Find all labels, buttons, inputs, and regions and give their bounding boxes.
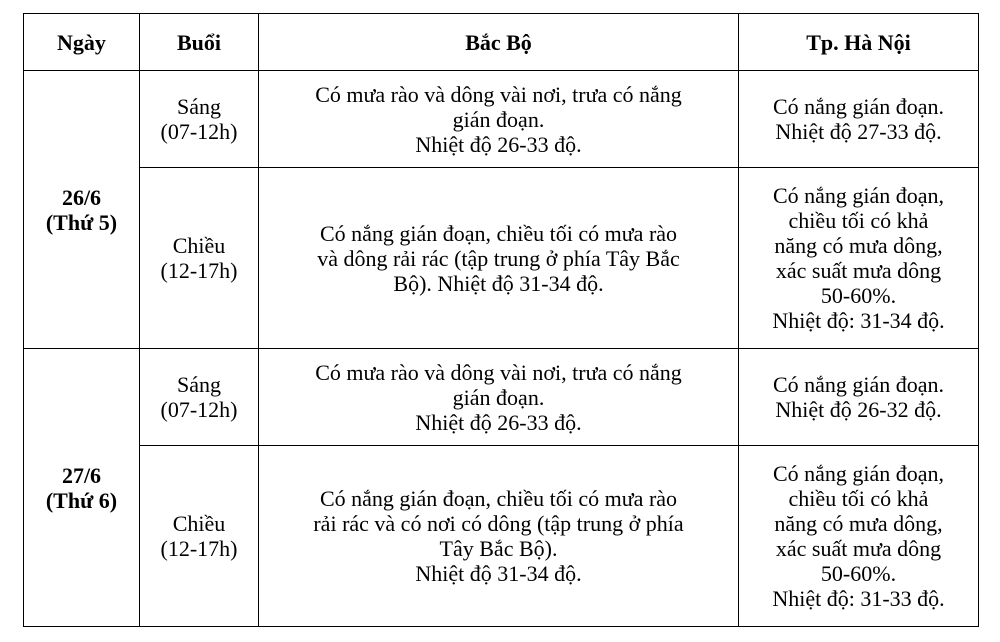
ha-noi-forecast [739,168,979,349]
session-hours: (07-12h) [160,397,238,422]
forecast-line: Có nắng gián đoạn. [772,94,945,119]
forecast-line: Có nắng gián đoạn, chiều tối có mưa rào [319,220,678,246]
session-hours: (12-17h) [160,258,238,283]
forecast-line: Có nắng gián đoạn, [772,461,945,486]
forecast-line: Bộ). Nhiệt độ 31-34 độ. [393,270,604,296]
header-bac-bo: Bắc Bộ [259,14,739,71]
day-date: 27/6 [61,462,102,488]
forecast-line: xác suất mưa dông [775,258,942,283]
forecast-line: chiều tối có khả [788,486,929,511]
table-row [24,446,979,627]
forecast-line: 50-60%. [820,283,897,308]
forecast-line: xác suất mưa dông [775,536,942,561]
forecast-line: năng có mưa dông, [774,511,943,536]
forecast-line: gián đoạn. [452,106,545,132]
forecast-line: và dông rải rác (tập trung ở phía Tây Bắc [317,245,680,271]
forecast-line: 50-60%. [820,561,897,586]
ha-noi-forecast [739,349,979,446]
day-cell [24,71,140,349]
forecast-line: Nhiệt độ 27-33 độ. [775,119,942,144]
session-hours: (07-12h) [160,119,238,144]
forecast-line: Có mưa rào và dông vài nơi, trưa có nắng [315,359,682,385]
session-name: Sáng [177,94,221,119]
bac-bo-forecast [259,446,739,627]
session-cell [140,349,259,446]
forecast-line: Nhiệt độ 26-32 độ. [775,397,942,422]
ha-noi-forecast [739,446,979,627]
forecast-line: Có mưa rào và dông vài nơi, trưa có nắng [315,81,682,107]
day-cell [24,349,140,627]
table-row [24,71,979,168]
ha-noi-forecast [739,71,979,168]
forecast-line: Nhiệt độ 31-34 độ. [415,561,582,586]
session-name: Chiều [172,233,226,258]
day-weekday: (Thứ 5) [45,209,118,235]
session-name: Sáng [177,372,221,397]
header-row [24,14,979,71]
day-date: 26/6 [61,184,102,210]
header-session: Buổi [140,14,259,71]
forecast-line: Có nắng gián đoạn, chiều tối có mưa rào [319,486,678,511]
weather-forecast-table [23,13,979,627]
forecast-line: năng có mưa dông, [774,233,943,258]
forecast-line: Nhiệt độ 26-33 độ. [415,409,582,435]
session-cell [140,71,259,168]
header-day: Ngày [24,14,140,71]
session-cell [140,168,259,349]
forecast-line: Nhiệt độ 26-33 độ. [415,131,582,157]
forecast-line: Có nắng gián đoạn. [772,372,945,397]
forecast-line: chiều tối có khả [788,208,929,233]
table-row [24,349,979,446]
session-cell [140,446,259,627]
forecast-line: rải rác và có nơi có dông (tập trung ở phía [313,511,684,536]
forecast-line: Có nắng gián đoạn, [772,183,945,208]
bac-bo-forecast [259,349,739,446]
header-ha-noi: Tp. Hà Nội [739,14,979,71]
bac-bo-forecast [259,71,739,168]
day-weekday: (Thứ 6) [45,487,118,513]
table-row [24,168,979,349]
session-name: Chiều [172,511,226,536]
forecast-line: Tây Bắc Bộ). [439,536,558,561]
forecast-line: Nhiệt độ: 31-34 độ. [772,308,945,333]
session-hours: (12-17h) [160,536,238,561]
bac-bo-forecast [259,168,739,349]
forecast-line: Nhiệt độ: 31-33 độ. [772,586,945,611]
forecast-line: gián đoạn. [452,384,545,410]
